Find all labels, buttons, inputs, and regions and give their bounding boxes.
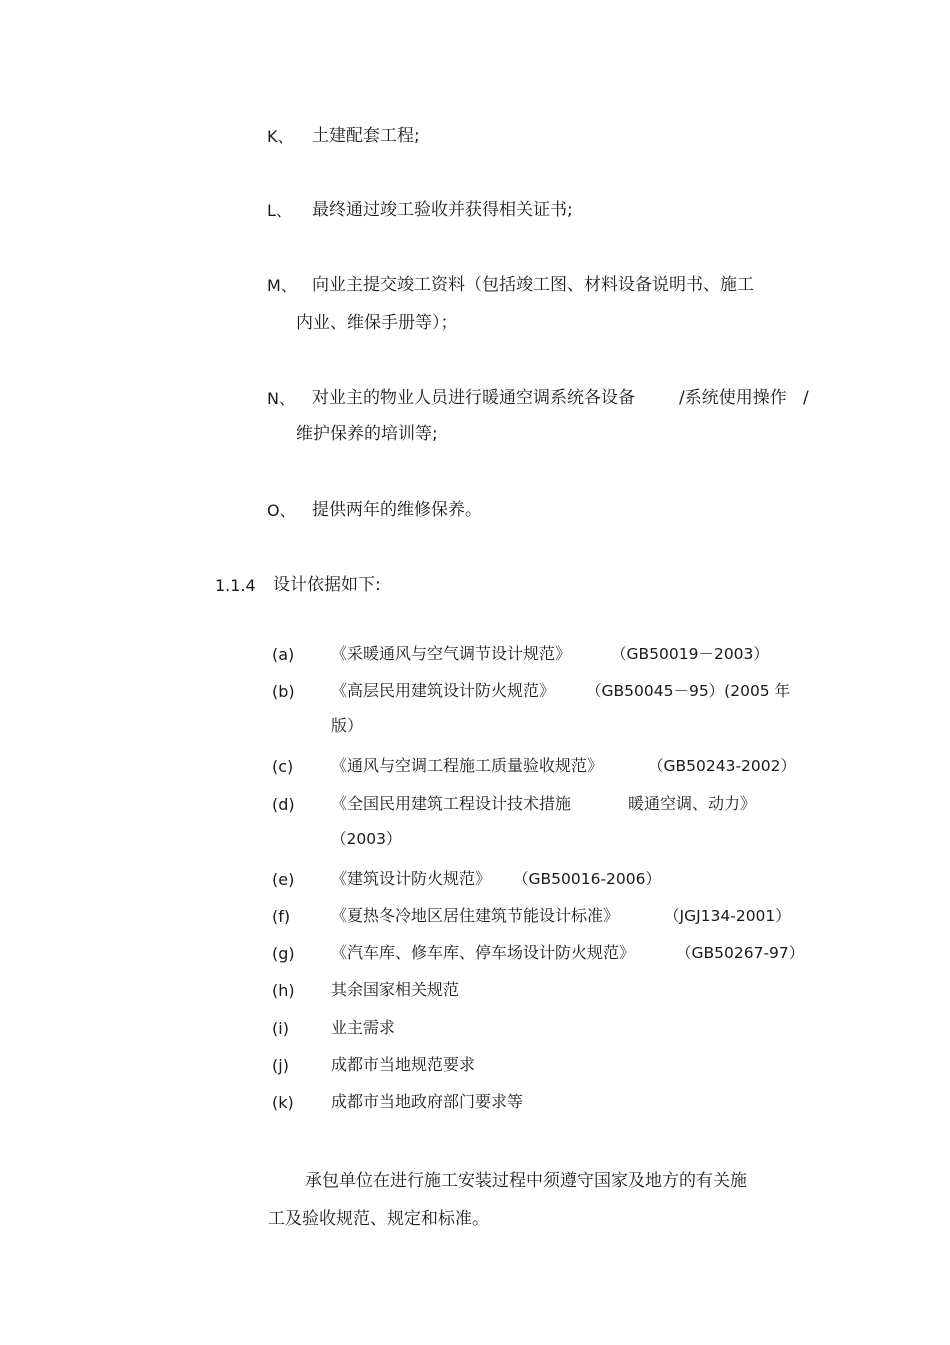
reference-i-title: 业主需求 bbox=[331, 1018, 396, 1037]
reference-d-label: (d) bbox=[272, 795, 295, 814]
reference-e-title: 《建筑设计防火规范》 bbox=[331, 869, 492, 888]
scope-item-k-label: K、 bbox=[267, 127, 294, 146]
reference-b-code: （GB50045－95）(2005 年 bbox=[586, 682, 791, 700]
reference-g-title: 《汽车库、修车库、停车场设计防火规范》 bbox=[331, 943, 636, 962]
reference-e-code: （GB50016-2006） bbox=[513, 870, 661, 888]
reference-a-label: (a) bbox=[272, 645, 295, 664]
scope-item-n-label: N、 bbox=[267, 389, 295, 408]
scope-item-n-text-line2: 维护保养的培训等; bbox=[296, 424, 438, 444]
reference-d-continuation: （2003） bbox=[331, 830, 402, 848]
reference-h-title: 其余国家相关规范 bbox=[331, 980, 460, 999]
reference-b-title: 《高层民用建筑设计防火规范》 bbox=[331, 681, 556, 700]
scope-item-o-label: O、 bbox=[267, 501, 296, 520]
scope-item-n-text-line1a: 对业主的物业人员进行暖通空调系统各设备 bbox=[312, 388, 635, 408]
reference-d-title-part2: 暖通空调、动力》 bbox=[628, 794, 757, 813]
reference-g-label: (g) bbox=[272, 944, 295, 963]
reference-f-title: 《夏热冬冷地区居住建筑节能设计标准》 bbox=[331, 906, 620, 925]
reference-c-code: （GB50243-2002） bbox=[648, 757, 796, 775]
section-number: 1.1.4 bbox=[215, 576, 256, 595]
reference-j-title: 成都市当地规范要求 bbox=[331, 1055, 476, 1074]
reference-e-label: (e) bbox=[272, 870, 295, 889]
closing-paragraph-line1: 承包单位在进行施工安装过程中须遵守国家及地方的有关施 bbox=[305, 1171, 747, 1191]
scope-item-o-text: 提供两年的维修保养。 bbox=[312, 500, 482, 520]
scope-item-m-text-line2: 内业、维保手册等）； bbox=[296, 313, 458, 333]
scope-item-l-text: 最终通过竣工验收并获得相关证书; bbox=[312, 200, 573, 220]
reference-j-label: (j) bbox=[272, 1056, 289, 1075]
reference-k-label: (k) bbox=[272, 1093, 294, 1112]
scope-item-m-label: M、 bbox=[267, 276, 297, 295]
scope-item-l-label: L、 bbox=[267, 201, 292, 220]
reference-a-title: 《采暖通风与空气调节设计规范》 bbox=[331, 644, 572, 663]
reference-f-code: （JGJ134-2001） bbox=[664, 907, 791, 925]
closing-paragraph-line2: 工及验收规范、规定和标准。 bbox=[268, 1209, 489, 1229]
reference-d-title: 《全国民用建筑工程设计技术措施 bbox=[331, 794, 572, 813]
scope-item-m-text-line1: 向业主提交竣工资料（包括竣工图、材料设备说明书、施工 bbox=[312, 275, 754, 295]
reference-a-code: （GB50019－2003） bbox=[611, 645, 769, 663]
reference-c-label: (c) bbox=[272, 757, 294, 776]
reference-f-label: (f) bbox=[272, 907, 291, 926]
reference-k-title: 成都市当地政府部门要求等 bbox=[331, 1092, 524, 1111]
reference-h-label: (h) bbox=[272, 981, 295, 1000]
reference-c-title: 《通风与空调工程施工质量验收规范》 bbox=[331, 756, 604, 775]
reference-b-label: (b) bbox=[272, 682, 295, 701]
section-title: 设计依据如下: bbox=[273, 575, 381, 595]
reference-g-code: （GB50267-97） bbox=[676, 944, 805, 962]
reference-i-label: (i) bbox=[272, 1019, 289, 1038]
scope-item-n-text-line1b: /系统使用操作 bbox=[679, 388, 787, 408]
reference-b-continuation: 版） bbox=[331, 716, 364, 735]
scope-item-k-text: 土建配套工程; bbox=[312, 126, 420, 146]
scope-item-n-text-line1c: / bbox=[803, 388, 809, 408]
